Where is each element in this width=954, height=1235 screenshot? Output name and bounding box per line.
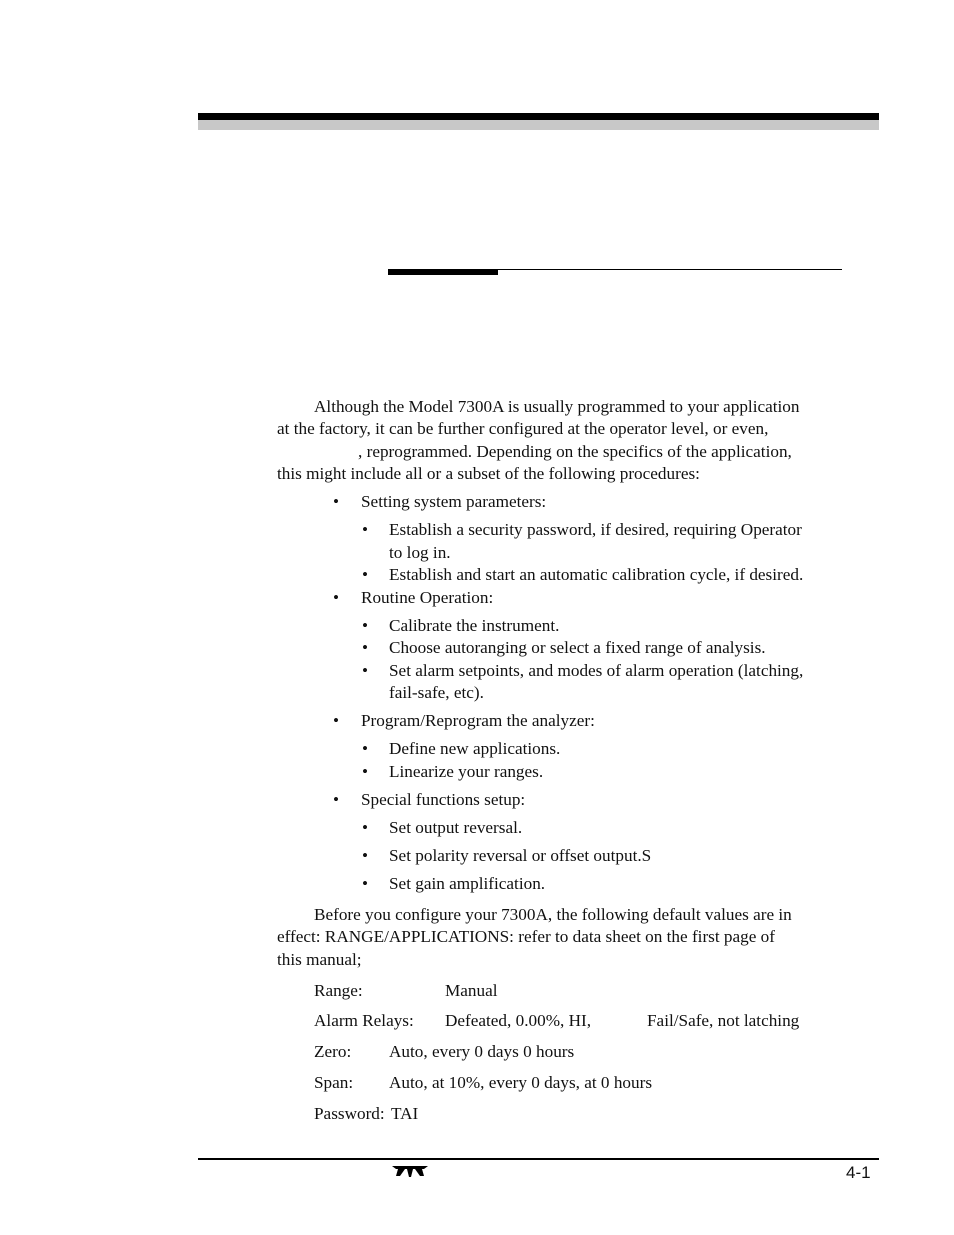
list-item: fail-safe, etc). [389, 683, 484, 702]
intro-line: Although the Model 7300A is usually programmed to your application [314, 397, 800, 416]
list-item: Choose autoranging or select a fixed range of analysis. [389, 638, 766, 657]
bullet: • [362, 874, 369, 893]
list-item-special: Special functions setup: [361, 790, 526, 809]
list-item: to log in. [389, 543, 451, 562]
list-item: Set polarity reversal or offset output.S [389, 846, 652, 865]
defaults-line: effect: RANGE/APPLICATIONS: refer to data sheet on the first page of [277, 927, 775, 946]
defaults-line: Before you configure your 7300A, the following default values are in [314, 905, 792, 924]
list-item-setting: Setting system parameters: [361, 492, 547, 511]
bullet: • [333, 492, 340, 511]
bullet: • [362, 762, 369, 781]
bullet: • [362, 638, 369, 657]
bullet: • [362, 739, 369, 758]
intro-line: , reprogrammed. Depending on the specifics of the application, [358, 442, 792, 461]
list-item-program: Program/Reprogram the analyzer: [361, 711, 595, 730]
span-label: Span: [314, 1073, 354, 1092]
alarm-relays-mode: Fail/Safe, not latching [647, 1011, 800, 1030]
bullet: • [362, 520, 369, 539]
section-rule-thin [498, 269, 842, 270]
teledyne-logo-icon [390, 1162, 430, 1180]
password-label: Password: [314, 1104, 385, 1123]
bullet: • [333, 588, 340, 607]
range-value: Manual [445, 981, 498, 1000]
bullet: • [362, 818, 369, 837]
bullet: • [333, 790, 340, 809]
bullet: • [362, 846, 369, 865]
span-value: Auto, at 10%, every 0 days, at 0 hours [389, 1073, 653, 1092]
intro-line: this might include all or a subset of the following procedures: [277, 464, 700, 483]
alarm-relays-value: Defeated, 0.00%, HI, [445, 1011, 592, 1030]
password-value: TAI [391, 1104, 419, 1123]
range-label: Range: [314, 981, 363, 1000]
list-item: Set output reversal. [389, 818, 523, 837]
header-rule-dark [198, 113, 879, 120]
list-item: Calibrate the instrument. [389, 616, 560, 635]
list-item: Set gain amplification. [389, 874, 546, 893]
intro-line: at the factory, it can be further configured at the operator level, or even, [277, 419, 769, 438]
page-number: 4-1 [846, 1163, 871, 1182]
bullet: • [362, 616, 369, 635]
list-item: Linearize your ranges. [389, 762, 544, 781]
list-item: Establish a security password, if desired, requiring Operator [389, 520, 802, 539]
header-rule-light [198, 120, 879, 130]
bullet: • [362, 565, 369, 584]
bullet: • [333, 711, 340, 730]
defaults-line: this manual; [277, 950, 362, 969]
bullet: • [362, 661, 369, 680]
zero-value: Auto, every 0 days 0 hours [389, 1042, 575, 1061]
list-item: Establish and start an automatic calibration cycle, if desired. [389, 565, 804, 584]
zero-label: Zero: [314, 1042, 352, 1061]
alarm-relays-label: Alarm Relays: [314, 1011, 414, 1030]
list-item: Define new applications. [389, 739, 561, 758]
list-item-routine: Routine Operation: [361, 588, 494, 607]
section-rule-thick [388, 269, 498, 275]
list-item: Set alarm setpoints, and modes of alarm operation (latching, [389, 661, 804, 680]
footer-rule [198, 1158, 879, 1160]
